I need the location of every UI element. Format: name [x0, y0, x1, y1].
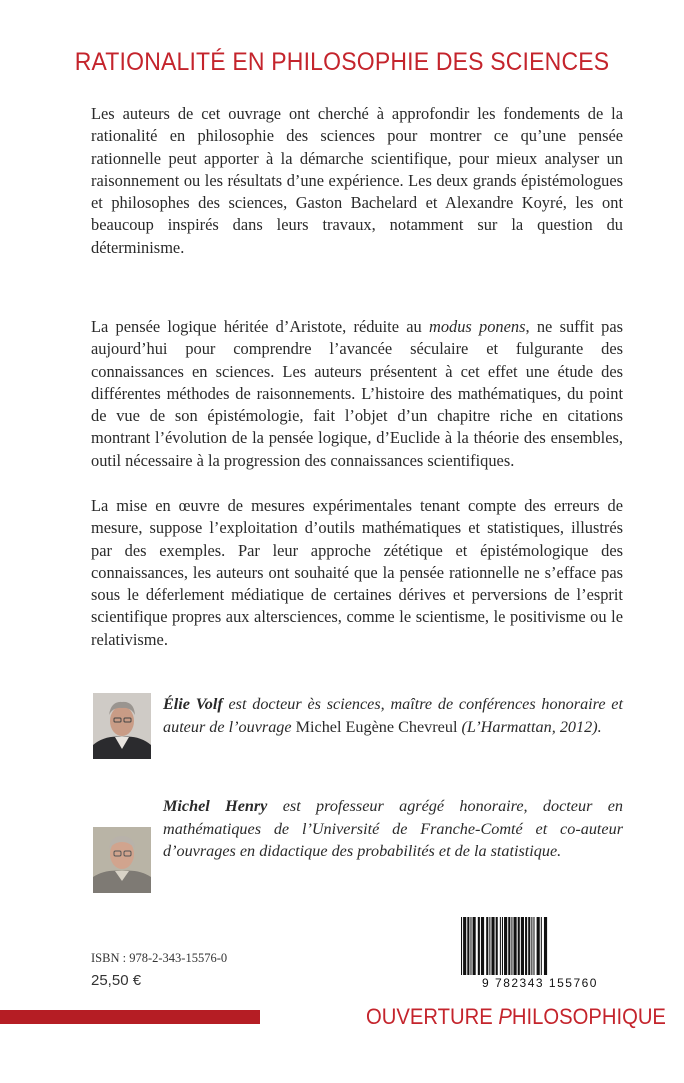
barcode-bar [521, 917, 524, 975]
barcode-bar [500, 917, 501, 975]
paragraph-1: Les auteurs de cet ouvrage ont cherché à approfondir les fondements de la rationalité en philosophie des sciences pour montrer ce qu’une pensée rationnelle peut apporter à la démarche scientifique, pour mieux analyser un raisonnement ou les résultats d’une expérience. Les deux grands épistémologues et philosophes des sciences, Gaston Bachelard et Alexandre Koyré, les ont beaucoup inspirés dans leurs travaux, notamment sur la question du déterminisme. [91, 104, 623, 257]
barcode-bar [541, 917, 542, 975]
paragraph-2-end: , ne suffit pas aujourd’hui pour comprendre l’avancée séculaire et fulgurante des connaissances en sciences. Les auteurs présentent à cet effet une étude des différentes méthodes de raisonnements. L’histoire des mathématiques, du point de vue de son épistémologie, fait l’objet d’un chapitre riche en citations montrant l’évolution de la pensée logique, d’Euclide à la théorie des ensembles, outil nécessaire à la progression des connaissances scientifiques. [91, 317, 623, 470]
barcode-bar [461, 917, 462, 975]
barcode-bar [544, 917, 547, 975]
series-name-italic-p: P [498, 1004, 512, 1029]
paragraph-2-start: La pensée logique héritée d’Aristote, réduite au [91, 317, 429, 336]
barcode-bar [514, 917, 517, 975]
series-name-part-1: OUVERTURE [366, 1004, 499, 1029]
barcode-bar [491, 917, 494, 975]
barcode-bar [473, 917, 476, 975]
barcode-bar [481, 917, 484, 975]
author-name-henry: Michel Henry [163, 797, 268, 815]
author-photo-volf [93, 693, 151, 759]
barcode-bar [504, 917, 507, 975]
author-bio-henry-text: est professeur agrégé honoraire, docteur en mathématiques de l’Université de Franche-Comté et co-auteur d’ouvrages en didactique des probabilités et de la statistique. [163, 797, 623, 860]
author-bio-volf-text-b: (L’Harmattan, 2012). [457, 717, 602, 736]
barcode-bar [489, 917, 490, 975]
series-name-part-3: HILOSOPHIQUE [511, 1004, 666, 1029]
barcode-bar [502, 917, 503, 975]
author-bio-volf [163, 693, 623, 738]
barcode-bar [496, 917, 498, 975]
barcode-bar [518, 917, 520, 975]
author-book-title: Michel Eugène Chevreul [295, 717, 458, 736]
barcode-bar [531, 917, 532, 975]
red-accent-bar [0, 1010, 260, 1024]
book-title: RATIONALITÉ EN PHILOSOPHIE DES SCIENCES [74, 48, 610, 76]
price: 25,50 € [91, 972, 142, 989]
barcode-bar [537, 917, 540, 975]
barcode-bar [486, 917, 488, 975]
paragraph-3: La mise en œuvre de mesures expérimentales tenant compte des erreurs de mesure, suppose l’exploitation d’outils mathématiques et statistiques, illustrés par des exemples. Par leur approche zététique et épistémologique des connaissances, les auteurs ont souhaité que la pensée rationnelle ne s’efface pas sous le déferlement médiatique de certaines dérives et perversions de l’esprit scientifique propres aux altersciences, comme le scientisme, le positivisme ou le relativisme. [91, 496, 623, 649]
author-bio-henry [163, 795, 623, 863]
author-name-volf: Élie Volf [163, 695, 223, 713]
barcode-bar [467, 917, 469, 975]
paragraph-2 [91, 316, 623, 472]
series-name [366, 1004, 666, 1030]
barcode-bar [470, 917, 471, 975]
barcode-bar [508, 917, 510, 975]
barcode-bar [528, 917, 530, 975]
barcode-bar [533, 917, 534, 975]
barcode-bar [511, 917, 512, 975]
paragraph-2-italic: modus ponens [428, 317, 526, 336]
isbn: ISBN : 978-2-343-15576-0 [91, 951, 228, 965]
barcode-bar [478, 917, 480, 975]
author-bio-volf-text-a: est docteur ès sciences, maître de conférences honoraire et auteur de l’ouvrage [163, 695, 623, 736]
author-photo-henry [93, 827, 151, 893]
barcode-bar [525, 917, 527, 975]
barcode-bar [463, 917, 466, 975]
barcode-digits: 9 782343 155760 [482, 976, 598, 990]
